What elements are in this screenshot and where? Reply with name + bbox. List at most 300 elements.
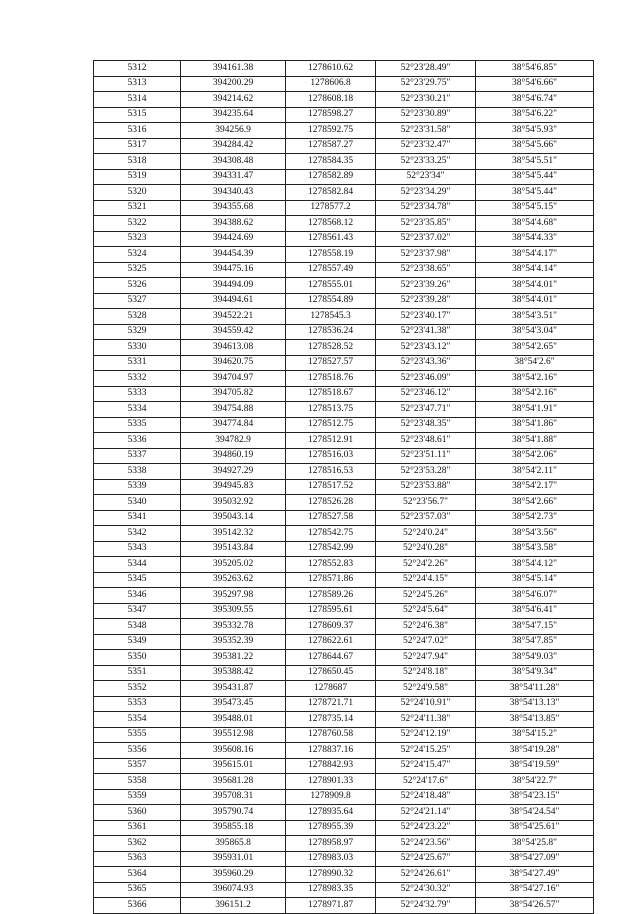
y-coordinate-cell: 1278721.71: [286, 696, 376, 712]
point-number-cell: 5343: [94, 541, 181, 557]
y-coordinate-cell: 1278536.24: [286, 324, 376, 340]
point-number-cell: 5332: [94, 371, 181, 387]
table-row: [94, 386, 594, 402]
point-number-cell: 5329: [94, 324, 181, 340]
latitude-cell: 52°24'9.58": [376, 681, 476, 697]
x-coordinate-cell: 394613.08: [181, 340, 286, 356]
x-coordinate-cell: 395205.02: [181, 557, 286, 573]
y-coordinate-cell: 1278983.35: [286, 882, 376, 898]
latitude-cell: 52°23'34.29": [376, 185, 476, 201]
point-number-cell: 5327: [94, 293, 181, 309]
longitude-cell: 38°54'6.41": [476, 603, 594, 619]
y-coordinate-cell: 1278526.28: [286, 495, 376, 511]
latitude-cell: 52°24'5.64": [376, 603, 476, 619]
table-row: [94, 696, 594, 712]
longitude-cell: 38°54'22.7": [476, 774, 594, 790]
point-number-cell: 5353: [94, 696, 181, 712]
point-number-cell: 5333: [94, 386, 181, 402]
point-number-cell: 5351: [94, 665, 181, 681]
latitude-cell: 52°24'25.67": [376, 851, 476, 867]
latitude-cell: 52°24'10.91": [376, 696, 476, 712]
table-row: [94, 262, 594, 278]
table-row: [94, 61, 594, 77]
x-coordinate-cell: 394774.84: [181, 417, 286, 433]
table-row: [94, 138, 594, 154]
longitude-cell: 38°54'2.66": [476, 495, 594, 511]
point-number-cell: 5357: [94, 758, 181, 774]
longitude-cell: 38°54'5.66": [476, 138, 594, 154]
point-number-cell: 5342: [94, 526, 181, 542]
x-coordinate-cell: 396074.93: [181, 882, 286, 898]
latitude-cell: 52°23'43.36": [376, 355, 476, 371]
x-coordinate-cell: 395608.16: [181, 743, 286, 759]
table-row: [94, 774, 594, 790]
longitude-cell: 38°54'2.65": [476, 340, 594, 356]
longitude-cell: 38°54'2.16": [476, 386, 594, 402]
y-coordinate-cell: 1278610.62: [286, 61, 376, 77]
table-row: [94, 665, 594, 681]
y-coordinate-cell: 1278955.39: [286, 820, 376, 836]
longitude-cell: 38°54'23.15": [476, 789, 594, 805]
y-coordinate-cell: 1278558.19: [286, 247, 376, 263]
latitude-cell: 52°24'8.18": [376, 665, 476, 681]
x-coordinate-cell: 395142.32: [181, 526, 286, 542]
point-number-cell: 5361: [94, 820, 181, 836]
latitude-cell: 52°24'4.15": [376, 572, 476, 588]
table-row: [94, 340, 594, 356]
longitude-cell: 38°54'19.28": [476, 743, 594, 759]
table-row: [94, 200, 594, 216]
x-coordinate-cell: 394256.9: [181, 123, 286, 139]
coordinate-table-body: [94, 61, 594, 914]
point-number-cell: 5338: [94, 464, 181, 480]
latitude-cell: 52°23'53.88": [376, 479, 476, 495]
y-coordinate-cell: 1278598.27: [286, 107, 376, 123]
table-row: [94, 619, 594, 635]
latitude-cell: 52°23'51.11": [376, 448, 476, 464]
x-coordinate-cell: 395297.98: [181, 588, 286, 604]
longitude-cell: 38°54'2.16": [476, 371, 594, 387]
y-coordinate-cell: 1278735.14: [286, 712, 376, 728]
latitude-cell: 52°23'33.25": [376, 154, 476, 170]
latitude-cell: 52°23'38.65": [376, 262, 476, 278]
longitude-cell: 38°54'4.33": [476, 231, 594, 247]
longitude-cell: 38°54'6.74": [476, 92, 594, 108]
point-number-cell: 5331: [94, 355, 181, 371]
y-coordinate-cell: 1278527.58: [286, 510, 376, 526]
longitude-cell: 38°54'7.15": [476, 619, 594, 635]
table-row: [94, 448, 594, 464]
x-coordinate-cell: 395931.01: [181, 851, 286, 867]
latitude-cell: 52°23'37.02": [376, 231, 476, 247]
y-coordinate-cell: 1278542.99: [286, 541, 376, 557]
latitude-cell: 52°24'21.14": [376, 805, 476, 821]
longitude-cell: 38°54'19.59": [476, 758, 594, 774]
x-coordinate-cell: 394161.38: [181, 61, 286, 77]
table-row: [94, 712, 594, 728]
point-number-cell: 5323: [94, 231, 181, 247]
x-coordinate-cell: 395309.55: [181, 603, 286, 619]
y-coordinate-cell: 1278592.75: [286, 123, 376, 139]
longitude-cell: 38°54'11.28": [476, 681, 594, 697]
longitude-cell: 38°54'3.04": [476, 324, 594, 340]
point-number-cell: 5350: [94, 650, 181, 666]
point-number-cell: 5337: [94, 448, 181, 464]
latitude-cell: 52°24'23.56": [376, 836, 476, 852]
longitude-cell: 38°54'4.68": [476, 216, 594, 232]
y-coordinate-cell: 1278983.03: [286, 851, 376, 867]
latitude-cell: 52°23'46.12": [376, 386, 476, 402]
latitude-cell: 52°23'28.49": [376, 61, 476, 77]
latitude-cell: 52°23'56.7": [376, 495, 476, 511]
y-coordinate-cell: 1278555.01: [286, 278, 376, 294]
longitude-cell: 38°54'5.44": [476, 169, 594, 185]
table-row: [94, 681, 594, 697]
point-number-cell: 5336: [94, 433, 181, 449]
table-row: [94, 758, 594, 774]
y-coordinate-cell: 1278650.45: [286, 665, 376, 681]
x-coordinate-cell: 395615.01: [181, 758, 286, 774]
y-coordinate-cell: 1278542.75: [286, 526, 376, 542]
y-coordinate-cell: 1278687: [286, 681, 376, 697]
point-number-cell: 5363: [94, 851, 181, 867]
latitude-cell: 52°23'48.61": [376, 433, 476, 449]
y-coordinate-cell: 1278518.76: [286, 371, 376, 387]
table-row: [94, 805, 594, 821]
longitude-cell: 38°54'1.91": [476, 402, 594, 418]
table-row: [94, 371, 594, 387]
table-row: [94, 185, 594, 201]
latitude-cell: 52°23'40.17": [376, 309, 476, 325]
point-number-cell: 5341: [94, 510, 181, 526]
longitude-cell: 38°54'6.07": [476, 588, 594, 604]
latitude-cell: 52°23'29.75": [376, 76, 476, 92]
point-number-cell: 5316: [94, 123, 181, 139]
y-coordinate-cell: 1278608.18: [286, 92, 376, 108]
point-number-cell: 5328: [94, 309, 181, 325]
x-coordinate-cell: 394522.21: [181, 309, 286, 325]
x-coordinate-cell: 394860.19: [181, 448, 286, 464]
y-coordinate-cell: 1278935.64: [286, 805, 376, 821]
x-coordinate-cell: 394214.62: [181, 92, 286, 108]
x-coordinate-cell: 394235.64: [181, 107, 286, 123]
latitude-cell: 52°23'47.71": [376, 402, 476, 418]
table-row: [94, 479, 594, 495]
point-number-cell: 5324: [94, 247, 181, 263]
longitude-cell: 38°54'6.85": [476, 61, 594, 77]
y-coordinate-cell: 1278571.86: [286, 572, 376, 588]
table-row: [94, 402, 594, 418]
point-number-cell: 5352: [94, 681, 181, 697]
longitude-cell: 38°54'5.15": [476, 200, 594, 216]
longitude-cell: 38°54'3.56": [476, 526, 594, 542]
longitude-cell: 38°54'4.12": [476, 557, 594, 573]
point-number-cell: 5322: [94, 216, 181, 232]
table-row: [94, 588, 594, 604]
table-row: [94, 572, 594, 588]
x-coordinate-cell: 394284.42: [181, 138, 286, 154]
latitude-cell: 52°24'7.02": [376, 634, 476, 650]
longitude-cell: 38°54'15.2": [476, 727, 594, 743]
latitude-cell: 52°24'6.38": [376, 619, 476, 635]
latitude-cell: 52°23'37.98": [376, 247, 476, 263]
latitude-cell: 52°23'34.78": [376, 200, 476, 216]
x-coordinate-cell: 395352.39: [181, 634, 286, 650]
point-number-cell: 5348: [94, 619, 181, 635]
y-coordinate-cell: 1278561.43: [286, 231, 376, 247]
longitude-cell: 38°54'9.34": [476, 665, 594, 681]
latitude-cell: 52°23'43.12": [376, 340, 476, 356]
x-coordinate-cell: 394782.9: [181, 433, 286, 449]
y-coordinate-cell: 1278516.03: [286, 448, 376, 464]
longitude-cell: 38°54'3.51": [476, 309, 594, 325]
longitude-cell: 38°54'1.86": [476, 417, 594, 433]
table-row: [94, 355, 594, 371]
point-number-cell: 5313: [94, 76, 181, 92]
table-row: [94, 107, 594, 123]
longitude-cell: 38°54'7.85": [476, 634, 594, 650]
longitude-cell: 38°54'5.44": [476, 185, 594, 201]
x-coordinate-cell: 395708.31: [181, 789, 286, 805]
longitude-cell: 38°54'2.17": [476, 479, 594, 495]
y-coordinate-cell: 1278958.97: [286, 836, 376, 852]
y-coordinate-cell: 1278554.89: [286, 293, 376, 309]
point-number-cell: 5318: [94, 154, 181, 170]
y-coordinate-cell: 1278644.67: [286, 650, 376, 666]
latitude-cell: 52°24'12.19": [376, 727, 476, 743]
table-row: [94, 169, 594, 185]
latitude-cell: 52°23'57.03": [376, 510, 476, 526]
table-row: [94, 557, 594, 573]
longitude-cell: 38°54'2.11": [476, 464, 594, 480]
longitude-cell: 38°54'4.01": [476, 293, 594, 309]
table-row: [94, 510, 594, 526]
y-coordinate-cell: 1278512.75: [286, 417, 376, 433]
x-coordinate-cell: 394475.16: [181, 262, 286, 278]
y-coordinate-cell: 1278837.16: [286, 743, 376, 759]
x-coordinate-cell: 394754.88: [181, 402, 286, 418]
x-coordinate-cell: 394927.29: [181, 464, 286, 480]
point-number-cell: 5344: [94, 557, 181, 573]
table-row: [94, 417, 594, 433]
longitude-cell: 38°54'5.51": [476, 154, 594, 170]
y-coordinate-cell: 1278568.12: [286, 216, 376, 232]
latitude-cell: 52°23'39.28": [376, 293, 476, 309]
latitude-cell: 52°24'0.28": [376, 541, 476, 557]
x-coordinate-cell: 395473.45: [181, 696, 286, 712]
x-coordinate-cell: 394424.69: [181, 231, 286, 247]
longitude-cell: 38°54'27.49": [476, 867, 594, 883]
latitude-cell: 52°24'30.32": [376, 882, 476, 898]
table-row: [94, 76, 594, 92]
x-coordinate-cell: 395332.78: [181, 619, 286, 635]
longitude-cell: 38°54'26.57": [476, 898, 594, 914]
latitude-cell: 52°23'46.09": [376, 371, 476, 387]
longitude-cell: 38°54'27.09": [476, 851, 594, 867]
x-coordinate-cell: 395855.18: [181, 820, 286, 836]
longitude-cell: 38°54'27.16": [476, 882, 594, 898]
point-number-cell: 5319: [94, 169, 181, 185]
latitude-cell: 52°24'7.94": [376, 650, 476, 666]
table-row: [94, 309, 594, 325]
x-coordinate-cell: 394494.61: [181, 293, 286, 309]
table-row: [94, 789, 594, 805]
x-coordinate-cell: 395388.42: [181, 665, 286, 681]
y-coordinate-cell: 1278516.53: [286, 464, 376, 480]
table-row: [94, 293, 594, 309]
latitude-cell: 52°24'15.47": [376, 758, 476, 774]
point-number-cell: 5312: [94, 61, 181, 77]
point-number-cell: 5358: [94, 774, 181, 790]
x-coordinate-cell: 395865.8: [181, 836, 286, 852]
point-number-cell: 5355: [94, 727, 181, 743]
table-row: [94, 433, 594, 449]
x-coordinate-cell: 394494.09: [181, 278, 286, 294]
latitude-cell: 52°23'34": [376, 169, 476, 185]
longitude-cell: 38°54'4.17": [476, 247, 594, 263]
x-coordinate-cell: 395032.92: [181, 495, 286, 511]
point-number-cell: 5314: [94, 92, 181, 108]
longitude-cell: 38°54'25.61": [476, 820, 594, 836]
x-coordinate-cell: 394620.75: [181, 355, 286, 371]
x-coordinate-cell: 394200.29: [181, 76, 286, 92]
latitude-cell: 52°23'53.28": [376, 464, 476, 480]
longitude-cell: 38°54'4.01": [476, 278, 594, 294]
table-row: [94, 882, 594, 898]
point-number-cell: 5356: [94, 743, 181, 759]
y-coordinate-cell: 1278545.3: [286, 309, 376, 325]
point-number-cell: 5340: [94, 495, 181, 511]
point-number-cell: 5365: [94, 882, 181, 898]
point-number-cell: 5315: [94, 107, 181, 123]
table-row: [94, 820, 594, 836]
x-coordinate-cell: 394945.83: [181, 479, 286, 495]
point-number-cell: 5334: [94, 402, 181, 418]
y-coordinate-cell: 1278606.8: [286, 76, 376, 92]
longitude-cell: 38°54'5.93": [476, 123, 594, 139]
table-row: [94, 603, 594, 619]
latitude-cell: 52°23'48.35": [376, 417, 476, 433]
x-coordinate-cell: 394331.47: [181, 169, 286, 185]
longitude-cell: 38°54'2.73": [476, 510, 594, 526]
longitude-cell: 38°54'2.6": [476, 355, 594, 371]
table-row: [94, 541, 594, 557]
x-coordinate-cell: 394454.39: [181, 247, 286, 263]
table-row: [94, 231, 594, 247]
longitude-cell: 38°54'3.58": [476, 541, 594, 557]
y-coordinate-cell: 1278512.91: [286, 433, 376, 449]
table-row: [94, 495, 594, 511]
y-coordinate-cell: 1278528.52: [286, 340, 376, 356]
point-number-cell: 5360: [94, 805, 181, 821]
table-row: [94, 123, 594, 139]
x-coordinate-cell: 394340.43: [181, 185, 286, 201]
x-coordinate-cell: 394355.68: [181, 200, 286, 216]
latitude-cell: 52°23'41.38": [376, 324, 476, 340]
point-number-cell: 5346: [94, 588, 181, 604]
point-number-cell: 5325: [94, 262, 181, 278]
table-row: [94, 92, 594, 108]
latitude-cell: 52°24'17.6": [376, 774, 476, 790]
x-coordinate-cell: 395512.98: [181, 727, 286, 743]
coordinate-table-sheet: [93, 60, 593, 914]
y-coordinate-cell: 1278589.26: [286, 588, 376, 604]
point-number-cell: 5349: [94, 634, 181, 650]
x-coordinate-cell: 395043.14: [181, 510, 286, 526]
longitude-cell: 38°54'4.14": [476, 262, 594, 278]
latitude-cell: 52°24'32.79": [376, 898, 476, 914]
y-coordinate-cell: 1278971.87: [286, 898, 376, 914]
x-coordinate-cell: 395143.84: [181, 541, 286, 557]
x-coordinate-cell: 395431.87: [181, 681, 286, 697]
y-coordinate-cell: 1278609.37: [286, 619, 376, 635]
y-coordinate-cell: 1278577.2: [286, 200, 376, 216]
table-row: [94, 727, 594, 743]
point-number-cell: 5321: [94, 200, 181, 216]
table-row: [94, 634, 594, 650]
table-row: [94, 154, 594, 170]
y-coordinate-cell: 1278990.32: [286, 867, 376, 883]
latitude-cell: 52°24'5.26": [376, 588, 476, 604]
latitude-cell: 52°24'18.48": [376, 789, 476, 805]
longitude-cell: 38°54'25.8": [476, 836, 594, 852]
latitude-cell: 52°23'31.58": [376, 123, 476, 139]
point-number-cell: 5320: [94, 185, 181, 201]
x-coordinate-cell: 396151.2: [181, 898, 286, 914]
y-coordinate-cell: 1278901.33: [286, 774, 376, 790]
latitude-cell: 52°23'35.85": [376, 216, 476, 232]
table-row: [94, 851, 594, 867]
latitude-cell: 52°24'23.22": [376, 820, 476, 836]
latitude-cell: 52°23'30.21": [376, 92, 476, 108]
x-coordinate-cell: 394388.62: [181, 216, 286, 232]
y-coordinate-cell: 1278513.75: [286, 402, 376, 418]
x-coordinate-cell: 395381.22: [181, 650, 286, 666]
point-number-cell: 5345: [94, 572, 181, 588]
longitude-cell: 38°54'13.85": [476, 712, 594, 728]
point-number-cell: 5359: [94, 789, 181, 805]
point-number-cell: 5330: [94, 340, 181, 356]
latitude-cell: 52°23'30.89": [376, 107, 476, 123]
table-row: [94, 836, 594, 852]
y-coordinate-cell: 1278557.49: [286, 262, 376, 278]
y-coordinate-cell: 1278587.27: [286, 138, 376, 154]
x-coordinate-cell: 395790.74: [181, 805, 286, 821]
point-number-cell: 5366: [94, 898, 181, 914]
y-coordinate-cell: 1278517.52: [286, 479, 376, 495]
table-row: [94, 464, 594, 480]
point-number-cell: 5354: [94, 712, 181, 728]
longitude-cell: 38°54'6.22": [476, 107, 594, 123]
point-number-cell: 5317: [94, 138, 181, 154]
x-coordinate-cell: 394559.42: [181, 324, 286, 340]
point-number-cell: 5326: [94, 278, 181, 294]
table-row: [94, 247, 594, 263]
latitude-cell: 52°24'2.26": [376, 557, 476, 573]
point-number-cell: 5335: [94, 417, 181, 433]
table-row: [94, 867, 594, 883]
table-row: [94, 324, 594, 340]
y-coordinate-cell: 1278760.58: [286, 727, 376, 743]
longitude-cell: 38°54'6.66": [476, 76, 594, 92]
table-row: [94, 216, 594, 232]
x-coordinate-cell: 395960.29: [181, 867, 286, 883]
longitude-cell: 38°54'1.88": [476, 433, 594, 449]
y-coordinate-cell: 1278582.84: [286, 185, 376, 201]
point-number-cell: 5364: [94, 867, 181, 883]
x-coordinate-cell: 395681.28: [181, 774, 286, 790]
table-row: [94, 278, 594, 294]
